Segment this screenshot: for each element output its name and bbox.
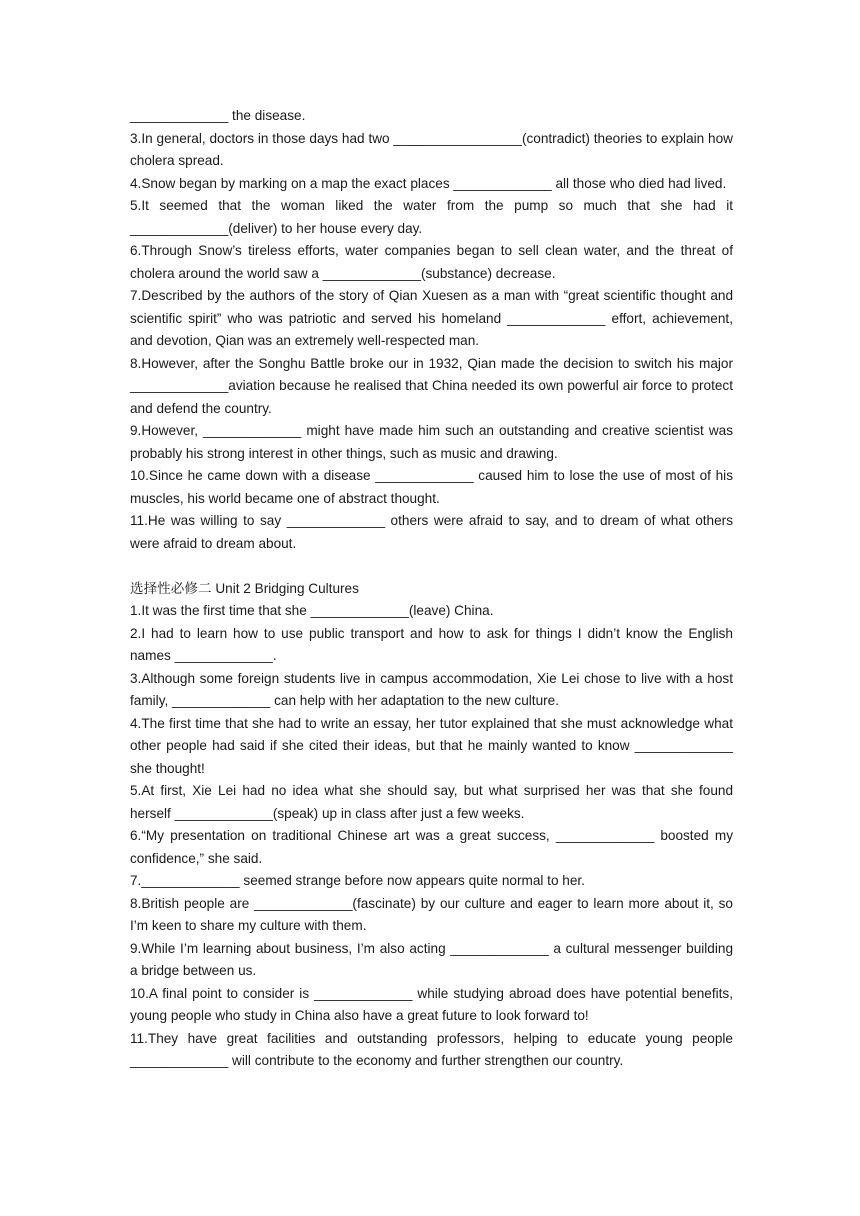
s2-item-6: 6.“My presentation on traditional Chinese art was a great success, _____________ boosted my confidence,” she said. [130, 828, 737, 866]
s2-item-11: 11.They have great facilities and outstanding professors, helping to educate young people _____________ will contribute to the economy and further strengthen our country. [130, 1030, 737, 1068]
s2-item-1: 1.It was the first time that she _____________(leave) China. [130, 603, 494, 618]
s1-item-6: 6.Through Snow’s tireless efforts, water companies began to sell clean water, and the threat of cholera around the world saw a _____________(substance) decrease. [130, 243, 737, 281]
s1-item-4: 4.Snow began by marking on a map the exact places _____________ all those who died had lived. [130, 175, 727, 191]
s2-item-8: 8.British people are _____________(fascinate) by our culture and eager to learn more about it, so I’m keen to share my culture with them. [130, 895, 737, 933]
s1-item-10: 10.Since he came down with a disease _____________ caused him to lose the use of most of his muscles, his world became one of abstract thought. [130, 468, 737, 506]
s2-item-9: 9.While I’m learning about business, I’m also acting _____________ a cultural messenger building a bridge between us. [130, 940, 737, 978]
section-divider [130, 555, 733, 578]
s2-item-2: 2.I had to learn how to use public transport and how to ask for things I didn’t know the English names _____________. [130, 625, 737, 663]
s2-item-5: 5.At first, Xie Lei had no idea what she should say, but what surprised her was that she found herself _____________(speak) up in class after just a few weeks. [130, 783, 737, 821]
s1-item-8: 8.However, after the Songhu Battle broke our in 1932, Qian made the decision to switch his major _____________aviation because he realised that China needed its own powerful air force to protect and defend the country. [130, 355, 737, 416]
s1-item-3: 3.In general, doctors in those days had two _________________(contradict) theories to explain how cholera spread. [130, 130, 737, 168]
document-page [130, 105, 737, 1073]
s2-item-4: 4.The first time that she had to write an essay, her tutor explained that she must acknowledge what other people had said if she cited their ideas, but that he mainly wanted to know _____________ she thought! [130, 715, 737, 776]
s1-item-2-tail: _____________ the disease. [130, 108, 306, 123]
s1-item-11: 11.He was willing to say _____________ others were afraid to say, and to dream of what others were afraid to dream about. [130, 513, 737, 551]
s2-item-10: 10.A final point to consider is _____________ while studying abroad does have potential benefits, young people who study in China also have a great future to look forward to! [130, 985, 737, 1023]
s1-item-7: 7.Described by the authors of the story of Qian Xuesen as a man with “great scientific thought and scientific spirit” who was patriotic and served his homeland _____________ effort, achievement, and devotion, Qian was an extremely well-respected man. [130, 288, 737, 348]
s2-item-3: 3.Although some foreign students live in campus accommodation, Xie Lei chose to live with a host family, _____________ can help with her adaptation to the new culture. [130, 670, 737, 708]
section-title: 选择性必修二 Unit 2 Bridging Cultures [130, 580, 359, 596]
s2-item-7: 7._____________ seemed strange before now appears quite normal to her. [130, 873, 585, 888]
s1-item-9: 9.However, _____________ might have made him such an outstanding and creative scientist was probably his strong interest in other things, such as music and drawing. [130, 423, 737, 461]
s1-item-5: 5.It seemed that the woman liked the water from the pump so much that she had it _____________(deliver) to her house every day. [130, 198, 737, 236]
